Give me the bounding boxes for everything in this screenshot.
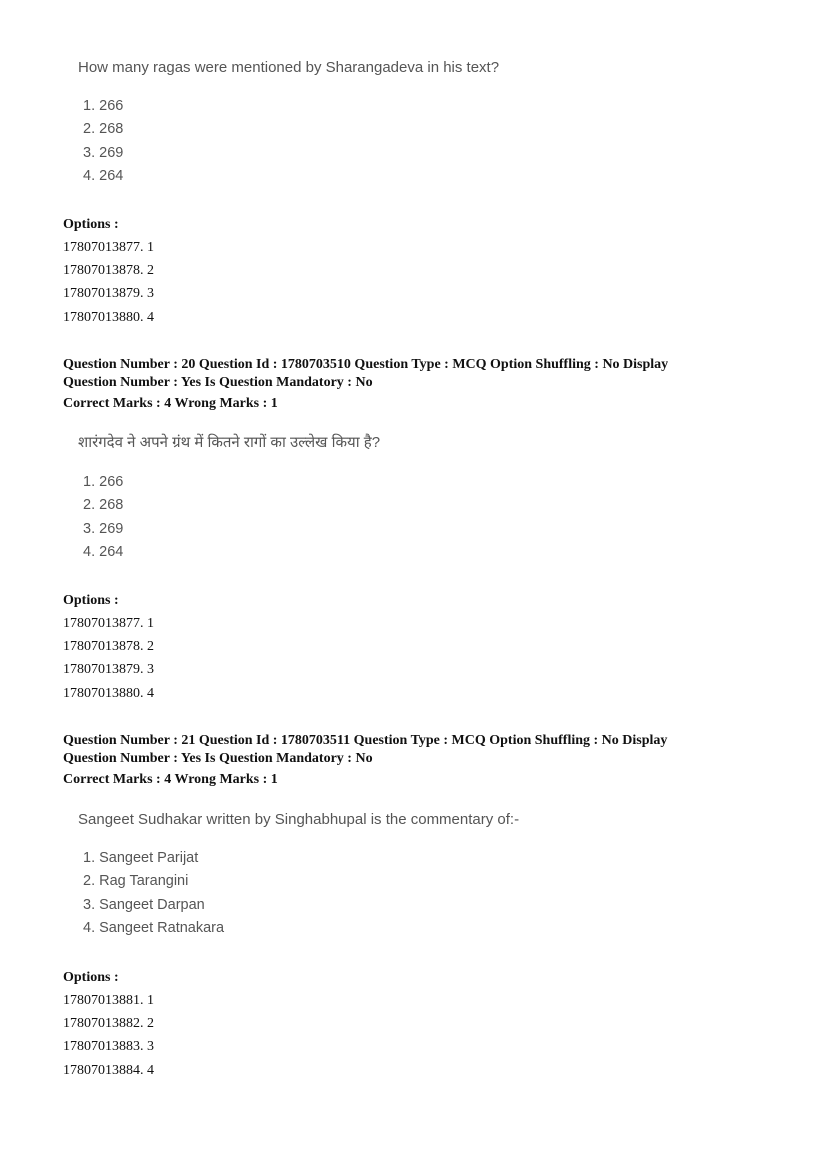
option-item: 17807013883. 3 xyxy=(63,1039,154,1055)
option-item: 17807013880. 4 xyxy=(63,309,154,325)
choice-item: 2. 268 xyxy=(83,497,124,514)
options-section xyxy=(63,589,154,705)
choice-item: 2. 268 xyxy=(83,121,124,138)
question-stem: How many ragas were mentioned by Sharangadeva in his text? xyxy=(78,59,500,76)
marks-line: Correct Marks : 4 Wrong Marks : 1 xyxy=(63,772,278,787)
option-item: 17807013879. 3 xyxy=(63,662,154,678)
option-item: 17807013882. 2 xyxy=(63,1016,154,1032)
choice-item: 3. 269 xyxy=(83,144,124,161)
options-title: Options : xyxy=(63,970,119,985)
choice-item: 3. Sangeet Darpan xyxy=(83,896,205,913)
choice-item: 4. Sangeet Ratnakara xyxy=(83,919,225,936)
option-item: 17807013880. 4 xyxy=(63,685,154,701)
choice-item: 2. Rag Tarangini xyxy=(83,873,189,890)
choice-list xyxy=(78,95,499,188)
question-image xyxy=(78,432,380,564)
question-stem: Sangeet Sudhakar written by Singhabhupal is the commentary of:- xyxy=(78,811,520,828)
marks-line: Correct Marks : 4 Wrong Marks : 1 xyxy=(63,396,278,411)
choice-list xyxy=(78,847,519,940)
option-item: 17807013878. 2 xyxy=(63,263,154,279)
choice-item: 1. 266 xyxy=(83,474,124,490)
option-item: 17807013877. 1 xyxy=(63,240,154,255)
question-meta-line: Question Number : Yes Is Question Mandatory : No xyxy=(63,750,373,766)
option-item: 17807013884. 4 xyxy=(63,1062,154,1078)
options-title: Options : xyxy=(63,593,119,608)
choice-item: 1. 266 xyxy=(83,98,124,114)
choice-item: 1. Sangeet Parijat xyxy=(83,850,199,866)
question-image xyxy=(78,811,519,940)
options-title: Options : xyxy=(63,217,119,232)
options-section xyxy=(63,966,154,1082)
option-item: 17807013878. 2 xyxy=(63,639,154,655)
question-meta-line: Question Number : Yes Is Question Mandatory : No xyxy=(63,374,373,390)
option-item: 17807013877. 1 xyxy=(63,616,154,631)
choice-item: 4. 264 xyxy=(83,543,124,560)
question-meta xyxy=(63,732,763,789)
choice-item: 3. 269 xyxy=(83,520,124,537)
choice-list xyxy=(78,471,380,564)
question-meta-line: Question Number : 21 Question Id : 1780703511 Question Type : MCQ Option Shuffling : No Display xyxy=(63,733,668,748)
option-item: 17807013879. 3 xyxy=(63,286,154,302)
options-section xyxy=(63,213,154,329)
question-stem: शारंगदेव ने अपने ग्रंथ में कितने रागों का उल्लेख किया है? xyxy=(78,434,381,451)
question-meta-line: Question Number : 20 Question Id : 1780703510 Question Type : MCQ Option Shuffling : No Display xyxy=(63,357,669,372)
question-image xyxy=(78,59,499,188)
option-item: 17807013881. 1 xyxy=(63,993,154,1008)
question-meta xyxy=(63,356,763,413)
choice-item: 4. 264 xyxy=(83,167,124,184)
